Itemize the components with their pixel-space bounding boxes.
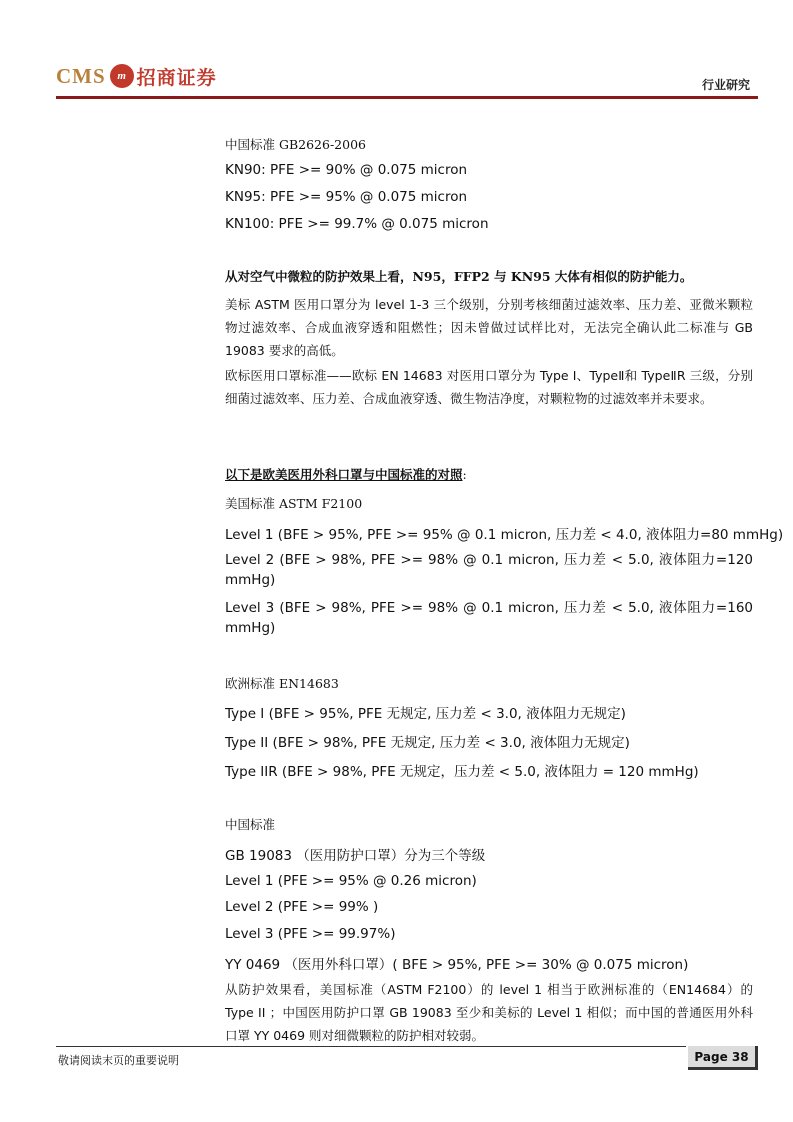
kn90-line: KN90: PFE >= 90% @ 0.075 micron bbox=[225, 162, 468, 178]
cms-logo bbox=[56, 58, 217, 94]
kn100-line: KN100: PFE >= 99.7% @ 0.075 micron bbox=[225, 216, 489, 232]
comparison-heading-colon: : bbox=[462, 467, 467, 482]
kn95-line: KN95: PFE >= 95% @ 0.075 micron bbox=[225, 189, 468, 205]
us-level-3: Level 3 (BFE > 98%, PFE >= 98% @ 0.1 micron, 压力差 < 5.0, 液体阻力=160 mmHg) bbox=[225, 600, 753, 636]
eu-standard-label: 欧洲标准 EN14683 bbox=[225, 676, 339, 691]
yy0469-line: YY 0469 （医用外科口罩）( BFE > 95%, PFE >= 30% @ 0.075 micron) bbox=[225, 957, 689, 973]
logo-chinese-name: 招商证券 bbox=[136, 66, 217, 89]
gb19083-line: GB 19083 （医用防护口罩）分为三个等级 bbox=[225, 848, 486, 864]
cn-standard-title: 中国标准 GB2626-2006 bbox=[225, 137, 366, 152]
header-divider bbox=[56, 96, 758, 99]
logo-text: CMS bbox=[56, 63, 106, 88]
conclusion-paragraph: 从防护效果看，美国标准（ASTM F2100）的 level 1 相当于欧洲标准的（EN14684）的 Type II ；中国医用防护口罩 GB 19083 至少和美标的 Level 1 相似；而中国的普通医用外科口罩 YY 0469 则对细微颗粒的防护相对较弱。 bbox=[225, 982, 753, 1043]
eu-type-1: Type I (BFE > 95%, PFE 无规定, 压力差 < 3.0, 液体阻力无规定) bbox=[225, 706, 626, 722]
eu-type-2r: Type IIR (BFE > 98%, PFE 无规定，压力差 < 5.0, 液体阻力 = 120 mmHg) bbox=[225, 764, 699, 780]
us-standard-label: 美国标准 ASTM F2100 bbox=[225, 496, 363, 511]
logo-mark-icon: m bbox=[110, 64, 134, 88]
eu-standard-paragraph: 欧标医用口罩标准——欧标 EN 14683 对医用口罩分为 Type Ⅰ、TypeⅡ和 TypeⅡR 三级，分别细菌过滤效率、压力差、合成血液穿透、微生物洁净度，对颗粒物的过滤效率并未要求。 bbox=[225, 368, 753, 406]
comparison-heading-text: 以下是欧美医用外科口罩与中国标准的对照 bbox=[225, 467, 463, 482]
eu-type-2: Type II (BFE > 98%, PFE 无规定, 压力差 < 3.0, 液体阻力无规定) bbox=[225, 735, 630, 751]
cn-level-1: Level 1 (PFE >= 95% @ 0.26 micron) bbox=[225, 873, 477, 889]
page-footer bbox=[56, 1046, 758, 1076]
bold-summary: 从对空气中微粒的防护效果上看，N95，FFP2 与 KN95 大体有相似的防护能力。 bbox=[225, 269, 693, 284]
us-standard-paragraph: 美标 ASTM 医用口罩分为 level 1-3 三个级别，分别考核细菌过滤效率、压力差、亚微米颗粒物过滤效率、合成血液穿透和阻燃性；因未曾做过试样比对，无法完全确认此二标准与 GB 19083 要求的高低。 bbox=[225, 297, 753, 358]
us-level-1: Level 1 (BFE > 95%, PFE >= 95% @ 0.1 micron, 压力差 < 4.0, 液体阻力=80 mmHg) bbox=[225, 527, 784, 543]
header-section-label: 行业研究 bbox=[701, 78, 750, 92]
us-level-2: Level 2 (BFE > 98%, PFE >= 98% @ 0.1 micron, 压力差 < 5.0, 液体阻力=120 mmHg) bbox=[225, 552, 753, 588]
page-number: Page 38 bbox=[688, 1046, 758, 1070]
page-header bbox=[56, 58, 758, 100]
comparison-heading bbox=[225, 465, 753, 483]
cn-level-2: Level 2 (PFE >= 99% ) bbox=[225, 899, 379, 915]
disclaimer-note: 敬请阅读末页的重要说明 bbox=[58, 1054, 179, 1067]
cn-level-3: Level 3 (PFE >= 99.97%) bbox=[225, 926, 396, 942]
footer-divider bbox=[56, 1046, 686, 1047]
cn-standard-label: 中国标准 bbox=[225, 817, 276, 832]
